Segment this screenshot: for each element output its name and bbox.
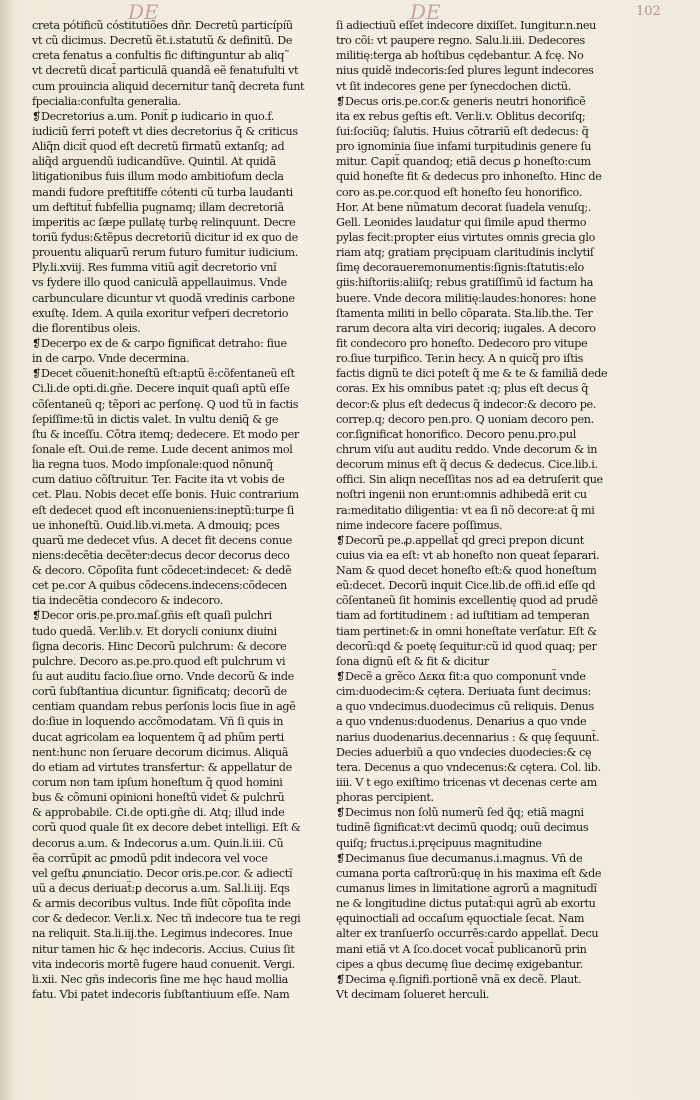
text-line: mani etiã vt A ſco.docet vocat̃ publicanorũ prin — [336, 942, 587, 956]
text-line: militię:terga ab hoſtibus cędebantur. A fcę. No — [336, 49, 584, 63]
text-line: decorum minus eſt q̃ decus & dedecus. Cice.lib.i. — [336, 458, 598, 472]
text-line: niens:decẽtia decẽter:decus decor decorus deco — [32, 548, 290, 562]
text-line: vt cũ dicimus. Decretũ ẽt.i.statutũ & definitũ. De — [32, 34, 293, 48]
text-line: ſona dignũ eſt & fit & dicitur — [336, 654, 489, 668]
text-line: cor & dedecor. Ver.li.x. Nec tñ indecore tua te regi — [32, 912, 301, 926]
text-line: cet. Plau. Nobis decet eſſe bonis. Huic contrarium — [32, 488, 299, 502]
text-line: creta fenatus a confultis fic diftinguntur ab aliq˜ — [32, 49, 290, 63]
text-line: cipes a qbus decumę ſiue decimę exigebantur. — [336, 957, 583, 971]
text-line: coro as.pe.cor.quod eſt honeſto ſeu honorifico. — [336, 185, 582, 199]
text-line: eſt dedecet quod eſt inconueniens:ineptũ:turpe ſi — [32, 503, 294, 517]
text-line: toriũ fydus:&tẽpus decretoriũ dicitur id ex quo de — [32, 230, 298, 244]
text-line: buere. Vnde decora militię:laudes:honores: hone — [336, 291, 596, 305]
text-line: tiam pertinet:& in omni honeſtate verſatur. Eſt & — [336, 624, 597, 638]
text-line: corũ ſubſtantiua dicuntur. ſignificatq; decorũ de — [32, 685, 287, 699]
text-line: factis dignũ te dici poteſt q̃ me & te & familiã dede — [336, 367, 608, 381]
text-line: ❡Decẽ a grẽco Δεκα fit:a quo componunt̃ vnde — [336, 670, 586, 684]
text-line: cim:duodecim:& cętera. Deriuata ſunt decimus: — [336, 685, 591, 699]
right-column — [336, 18, 622, 1002]
text-line: cet pe.cor A quibus cõdecens.indecens:cõdecen — [32, 579, 287, 593]
text-line: cum datiuo cõſtruitur. Ter. Facite ita vt vobis de — [32, 473, 285, 487]
text-line: & armis decoribus vultus. Inde fiũt cõpoſita inde — [32, 897, 291, 911]
text-line: vt ſit indecores gene per ſynecdochen dictũ. — [336, 79, 571, 93]
text-line: pulchre. Decoro as.pe.pro.quod eſt pulchrum vi — [32, 654, 286, 668]
text-line: iiii. V t ego exiſtimo tricenas vt decenas certe am — [336, 776, 597, 790]
text-line: Vt decimam ſolueret herculi. — [336, 988, 490, 1001]
text-line: Decies aduerbiũ a quo vndecies duodecies:& cę — [336, 745, 592, 759]
text-line: cum prouincia aliquid decernitur tanq̃ decreta funt — [32, 79, 305, 93]
text-line: ❡Decerpo ex de & carpo fignificat detraho: fiue — [32, 336, 287, 350]
text-line: & decoro. Cõpoſita funt cõdecet:indecet: & dedẽ — [32, 564, 292, 578]
text-line: tro cõi: vt paupere regno. Salu.li.iii. Dedecores — [336, 34, 585, 48]
text-line: cõſentaneũ q; tẽpori ac perſonę. Q uod tũ in factis — [32, 397, 299, 411]
text-line: cuius via ea eſt: vt ab honeſto non queat ſeparari. — [336, 548, 600, 562]
text-line: a quo vndenus:duodenus. Denarius a quo vnde — [336, 715, 587, 729]
text-line: cumanus limes in limitatione agrorũ a magnitudĩ — [336, 882, 597, 896]
text-line: Ci.li.de opti.di.gñe. Decere inquit quaſi aptũ eſſe — [32, 382, 290, 396]
text-line: noſtri ingenii non erunt:omnis adhibedã erit cu — [336, 488, 587, 502]
text-line: ſepiſſime:tũ in dictis valet. In vultu deniq̃ & ge — [32, 412, 279, 426]
text-line: prouentu aliquarũ rerum futuro fumitur iudicium. — [32, 246, 298, 260]
text-line: in de carpo. Vnde decermina. — [32, 352, 190, 366]
text-line: Aliq̃n dicit̃ quod eſt decretũ firmatũ extanſq; ad — [32, 140, 285, 154]
text-line: fpecialia:confulta generalia. — [32, 94, 181, 108]
text-line: ❡Decet cõuenit:honeſtũ eſt:aptũ ẽ:cõfentaneũ eſt — [32, 367, 295, 381]
text-line: tia indecẽtia condecoro & indecoro. — [32, 594, 223, 608]
text-line: fatu. Vbi patet indecoris ſubſtantiuum eſſe. Nam — [32, 988, 290, 1001]
text-line: litigationibus fuis illum modo ambitiofum decla — [32, 170, 284, 184]
text-line: decorus a.um. & Indecorus a.um. Quin.li.iii. Cũ — [32, 836, 284, 850]
text-line: alter ex tranſuerſo occurrẽs:cardo appellat̃. Decu — [336, 927, 599, 941]
text-line: do:ſiue in loquendo accõmodatam. Vñ ſi quis in — [32, 715, 284, 729]
text-line: ❡Decretorius a.um. Ponit̃ ꝑ iudicario in quo.f. — [32, 109, 274, 123]
text-line: pro ignominia ſiue infami turpitudinis genere ſu — [336, 140, 592, 154]
text-line: exuſtę. Idem. A quila exoritur vefperi decretorio — [32, 306, 289, 320]
text-line: bus & cõmuni opinioni honeſtũ videt̃ & pulchrũ — [32, 791, 285, 805]
text-line: pylas fecit:propter eius virtutes omnis grecia glo — [336, 230, 595, 244]
text-line: rarum decora alta viri decoriq; iugales. A decoro — [336, 321, 596, 335]
text-line: & approbabile. Ci.de opti.gñe di. Atq; illud inde — [32, 806, 285, 820]
text-line: ſonale eſt. Oui.de reme. Lude decent animos mol — [32, 442, 293, 456]
text-line: mitur. Capit̃ quandoq; etiã decus ꝑ honeſto:cum — [336, 155, 591, 169]
text-line: ❡Decimanus ſiue decumanus.i.magnus. Vñ de — [336, 851, 583, 865]
text-line: lia regna tuos. Modo impſonale:quod nõnunq̃ — [32, 458, 273, 472]
text-line: mandi fudore preftitiffe cótenti cũ turba laudanti — [32, 185, 293, 199]
text-line: decor:& plus eſt dedecus q̃ indecor:& decoro pe. — [336, 397, 597, 411]
text-line: eũ:decet. Decorũ inquit Cice.lib.de offi.id eſſe qd — [336, 579, 596, 593]
text-line: cor.ſignificat honorifico. Decoro penu.pro.pul — [336, 427, 576, 441]
text-line: li.xii. Nec gñs indecoris ſine me hęc haud mollia — [32, 972, 288, 986]
text-line: na reliquit. Sta.li.iij.the. Legimus indecores. Inue — [32, 927, 293, 941]
header-note-right: DE — [410, 0, 441, 24]
text-line: vel geſtu ꝓnunciatio. Decor oris.pe.cor. & adiectĩ — [32, 866, 293, 880]
text-line: ❡Decus oris.pe.cor.& generis neutri honorificẽ — [336, 94, 586, 108]
text-line: ne & longitudine dictus putat̃:qui agrũ ab exortu — [336, 897, 596, 911]
text-line: creta pótificũ cóstitutiões dñr. Decretũ particípíũ — [32, 19, 293, 32]
text-line: nius quidẽ indecoris:ſed plures legunt indecores — [336, 64, 594, 78]
text-line: ❡Decor oris.pe.pro.maſ.gñis eſt quaſi pulchri — [32, 609, 272, 623]
text-line: tudinẽ ſignificat:vt decimũ quodq; ouũ decimus — [336, 821, 589, 835]
text-line: carbunculare dicuntur vt quodã vredinis carbone — [32, 291, 295, 305]
text-line: vita indecoris mortẽ fugere haud conuenit. Vergi. — [32, 957, 295, 971]
text-line: quid honeſte fit & dedecus pro inhoneſto. Hinc de — [336, 170, 602, 184]
text-line: giis:hiſtoriis:aliiſq; rebus gratiſſimũ id factum ha — [336, 276, 594, 290]
text-line: chrum viſu aut auditu reddo. Vnde decorum & in — [336, 442, 598, 456]
text-line: iudiciũ ferri poteft vt dies decretorius q̃ & criticus — [32, 124, 298, 138]
header-note-left: DE — [128, 0, 159, 24]
text-line: fit condecoro pro honeſto. Dedecoro pro vitupe — [336, 336, 588, 350]
text-line: do etiam ad virtutes transfertur: & appellatur de — [32, 760, 292, 774]
text-line: cõſentaneũ ſit hominis excellentię quod ad prudẽ — [336, 594, 598, 608]
text-line: ſigna decoris. Hinc Decorũ pulchrum: & decore — [32, 639, 287, 653]
text-line: narius duodenarius.decennarius : & quę ſequunt̃. — [336, 730, 600, 744]
text-line: ro.ſiue turpifico. Ter.in hecy. A n quicq̃ pro iſtis — [336, 352, 584, 366]
text-line: corũ quod quale ſit ex decore debet intelligi. Eſt & — [32, 821, 301, 835]
text-line: ſimę decoraueremonumentis:ſignis:ſtatutis:elo — [336, 261, 584, 275]
text-line: ❡Decorũ pe.ꝓ.appellat̃ qd greci prepon dicunt — [336, 533, 584, 547]
text-line: Hor. At bene nũmatum decorat ſuadela venuſq;. — [336, 200, 592, 214]
text-line: ſi adiectiuũ eſſet indecore dixiſſet. Iungitur.n.neu — [336, 19, 596, 32]
text-line: ſu aut auditu facio.ſiue orno. Vnde decorũ & inde — [32, 670, 294, 684]
text-line: phoras percipient. — [336, 791, 434, 805]
text-line: tudo quedã. Ver.lib.v. Et dorycli coniunx diuini — [32, 624, 277, 638]
text-line: tiam ad fortitudinem : ad iuſtitiam ad temperan — [336, 609, 590, 623]
text-line: quarũ me dedecet vſus. A decet fit decens conue — [32, 533, 292, 547]
text-line: centiam quandam rebus perſonis locis ſiue in agẽ — [32, 700, 296, 714]
text-line: ra:meditatio diligentia: vt ea ſi nõ decore:at q̃ mi — [336, 503, 595, 517]
text-line: Nam & quod decet honeſto eſt:& quod honeſtum — [336, 564, 597, 578]
text-line: cumana porta caſtrorũ:quę in his maxima eſt &de — [336, 866, 602, 880]
text-line: quiſq; fructus.i.pręcipuus magnitudine — [336, 836, 542, 850]
text-line: ſui:ſociũq; ſalutis. Huius cõtrariũ eſt dedecus: q̃ — [336, 124, 589, 138]
text-line: ue inhoneſtũ. Ouid.lib.vi.meta. A dmouiq; pces — [32, 518, 280, 532]
text-line: um deftitut̃ fubfellia pugnamq; illam decretoriã — [32, 200, 284, 214]
text-line: a quo vndecimus.duodecimus cũ reliquis. Denus — [336, 700, 594, 714]
text-line: Gell. Leonides laudatur qui ſimile apud thermo — [336, 215, 587, 229]
text-line: tera. Decenus a quo vndecenus:& cętera. Col. lib. — [336, 760, 601, 774]
text-line: vs fydere illo quod caniculã appellauimus. Vnde — [32, 276, 287, 290]
text-line: aliq̃d arguendũ iudicandũve. Quintil. At quidã — [32, 155, 276, 169]
page-gutter-shadow — [0, 0, 14, 1100]
text-line: corum non tam ipſum honeſtum q̃ quod homini — [32, 776, 283, 790]
folio-number: 102 — [636, 4, 661, 19]
text-line: decorũ:qd & poetę ſequitur:cũ id quod quaq; per — [336, 639, 597, 653]
text-line: nitur tamen hic & hęc indecoris. Accius. Cuius ſit — [32, 942, 295, 956]
text-line: die florentibus oleis. — [32, 321, 141, 335]
text-line: Ply.li.xviij. Res fumma vitiũ agit̃ decretorio vnĩ — [32, 261, 277, 275]
text-line: nime indecore facere poſſimus. — [336, 518, 503, 532]
text-line: nent:hunc non ſeruare decorum dicimus. Aliquã — [32, 745, 289, 759]
text-line: vt decretũ dicat̃ particulã quandã eẽ fenatufulti vt — [32, 64, 299, 78]
text-line: ſtamenta militi in bello cõparata. Sta.lib.the. Ter — [336, 306, 593, 320]
text-line: riam atq; gratiam pręcipuam claritudinis inclytiſ — [336, 246, 594, 260]
text-line: ſtu & inceſſu. Cõtra itemq; dedecere. Et modo per — [32, 427, 299, 441]
text-line: correp.q; decoro pen.pro. Q uoniam decoro pen. — [336, 412, 594, 426]
left-column — [32, 18, 316, 1002]
text-line: ęquinoctiali ad occaſum ęquoctiale ſecat. Nam — [336, 912, 585, 926]
text-line: coras. Ex his omnibus patet :q; plus eſt decus q̃ — [336, 382, 589, 396]
text-line: offici. Sin aliqn neceſſitas nos ad ea detruſerit que — [336, 473, 603, 487]
text-line: ducat agricolam ea loquentem q̃ ad phũm perti — [32, 730, 284, 744]
text-line: ❡Decima ę.ſignifi.portionẽ vnã ex decẽ. Plaut. — [336, 972, 582, 986]
text-line: uũ a decus deriuat̃:ꝑ decorus a.um. Sal.li.iij. Eqs — [32, 882, 290, 896]
text-line: imperitis ac ſæpe pullatę turbę relinquunt. Decre — [32, 215, 296, 229]
text-line: ❡Decimus non ſolũ numerũ ſed ꝗ̃q; etiã magni — [336, 806, 584, 820]
text-line: ẽa corrũpit ac ꝑmodũ pdit indecora vel voce — [32, 851, 268, 865]
text-line: ita ex rebus geſtis eſt. Ver.li.v. Oblitus decoriſq; — [336, 109, 586, 123]
